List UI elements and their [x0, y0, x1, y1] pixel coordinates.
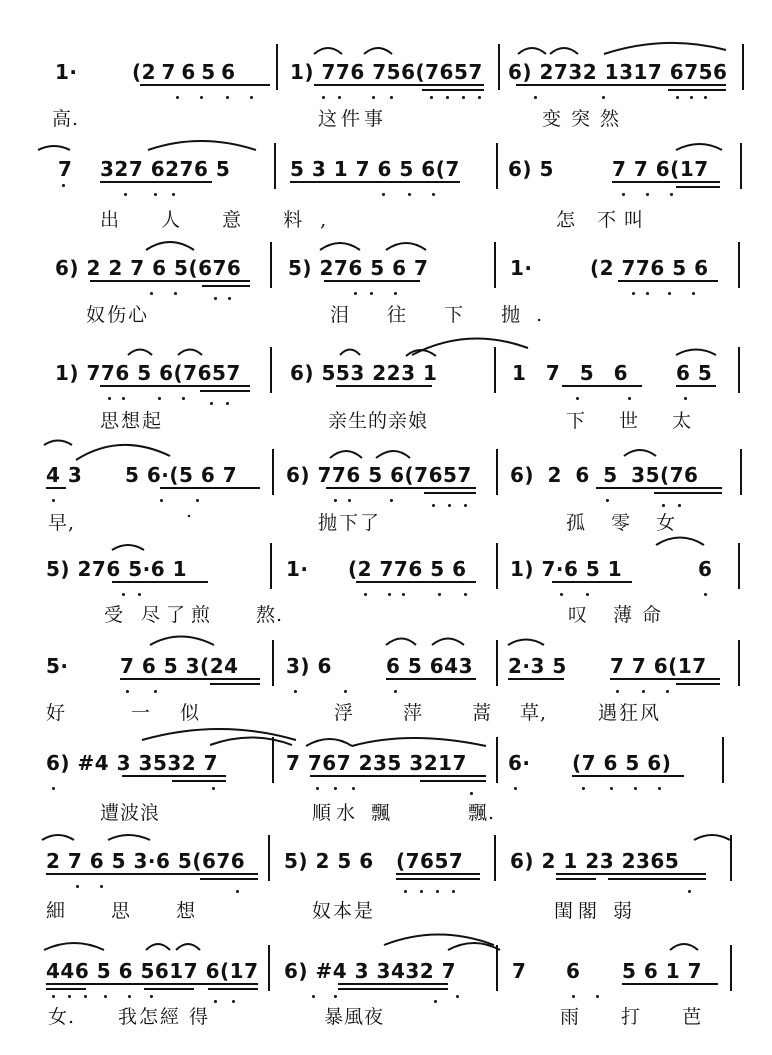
- note-group: 6) 2 6 5 35(76: [510, 463, 699, 487]
- slur: [42, 835, 74, 840]
- lyric-line: 早,: [48, 512, 76, 534]
- note-group: 1·: [286, 557, 309, 581]
- note-group: 6) 553 223 1: [290, 361, 438, 385]
- note-group: 1) 776 5 6(7657: [55, 361, 241, 385]
- note-group: 5) 276 5 6 7: [288, 256, 429, 280]
- slur: [38, 146, 70, 150]
- lyric-line: 抛下了: [318, 512, 382, 534]
- lyric-line: 高.: [52, 108, 80, 130]
- note-group: 5) 276 5·6 1: [46, 557, 188, 581]
- note-group: 5 3 1 7 6 5 6(7: [290, 157, 460, 181]
- note-group: (7657: [396, 849, 464, 873]
- slur: [364, 48, 392, 54]
- lyric-line: 女.: [48, 1006, 76, 1028]
- lyric-line: .: [186, 500, 194, 522]
- lyric-line: 孤 零 女: [566, 512, 686, 534]
- lyric-line: 閨閣 弱: [554, 900, 638, 922]
- slur: [44, 943, 104, 950]
- note-group: 6) 5: [508, 157, 554, 181]
- slur: [624, 450, 656, 456]
- slur: [386, 243, 426, 250]
- lyric-line: 变突然: [542, 108, 630, 130]
- lyric-line: 下 世 太: [566, 410, 706, 432]
- lyric-line: 这件事: [318, 108, 388, 130]
- note-group: 6) 2732 1317 6756: [508, 60, 728, 84]
- lyric-line: 熬.: [256, 604, 284, 626]
- slur: [604, 43, 726, 54]
- note-group: 1·: [55, 60, 78, 84]
- slur: [330, 451, 362, 458]
- slur: [550, 48, 578, 54]
- note-group: 7 6 5 3(24: [120, 654, 239, 678]
- note-group: 1 7 5 6: [512, 361, 629, 385]
- lyric-line: 飄.: [468, 802, 496, 824]
- slur: [150, 637, 214, 646]
- note-group: (2 776 5 6: [348, 557, 467, 581]
- note-group: 7: [512, 959, 527, 983]
- note-group: 6 5: [676, 361, 713, 385]
- slur: [146, 944, 170, 950]
- lyric-line: 思想起: [100, 410, 164, 432]
- lyric-line: 怎 不叫: [556, 209, 652, 231]
- note-group: 1·: [510, 256, 533, 280]
- note-group: 4 3: [46, 463, 83, 487]
- slur: [108, 835, 150, 840]
- lyric-line: 雨 打 芭: [560, 1006, 720, 1028]
- note-group: 1) 7·6 5 1: [510, 557, 623, 581]
- slur: [142, 729, 296, 740]
- slur: [508, 640, 544, 646]
- slur: [306, 739, 352, 746]
- slur: [314, 48, 342, 54]
- lyric-line: 受 尽了煎: [104, 604, 217, 626]
- note-group: 5 6·(5 6 7: [125, 463, 238, 487]
- lyric-line: 遇狂风: [598, 702, 662, 724]
- note-group: 7: [58, 157, 73, 181]
- note-group: 5 6 1 7: [622, 959, 703, 983]
- slur: [676, 144, 722, 150]
- slur: [340, 350, 360, 356]
- note-group: 5) 2 5 6: [284, 849, 374, 873]
- note-group: 6) #4 3 3432 7: [284, 959, 457, 983]
- slur: [210, 738, 292, 746]
- slur: [320, 243, 360, 250]
- note-group: 6) 2 1 23 2365: [510, 849, 680, 873]
- lyric-line: 亲生的亲娘: [328, 410, 429, 432]
- slur: [376, 451, 410, 458]
- lyric-line: 好 一似: [46, 702, 230, 724]
- note-group: (2 776 5 6: [590, 256, 709, 280]
- slur: [386, 639, 416, 646]
- note-group: 2 7 6 5 3·6 5(676: [46, 849, 246, 873]
- slur: [44, 441, 72, 446]
- note-group: 7 7 6(17: [610, 654, 707, 678]
- note-group: (7 6 5 6): [572, 751, 672, 775]
- lyric-line: 遭波浪: [100, 802, 161, 824]
- slur: [670, 944, 698, 950]
- lyric-line: 奴本是: [312, 900, 376, 922]
- note-group: 6) 2 2 7 6 5(676: [55, 256, 242, 280]
- note-group: 6: [698, 557, 713, 581]
- slur: [518, 48, 546, 54]
- slur: [146, 242, 194, 250]
- lyric-line: 順水 飄: [312, 802, 396, 824]
- note-group: 1) 776 756(7657: [290, 60, 483, 84]
- lyric-line: 奴伤心: [86, 304, 150, 326]
- note-group: 446 5 6 5617 6(17: [46, 959, 259, 983]
- lyric-line: 細 思 想: [46, 900, 216, 922]
- slur: [76, 445, 170, 460]
- note-group: 6: [566, 959, 581, 983]
- note-group: 6) 776 5 6(7657: [286, 463, 472, 487]
- slur: [178, 350, 202, 356]
- lyric-line: 草,: [520, 702, 548, 724]
- slur: [176, 944, 200, 950]
- note-group: 6 5 643: [386, 654, 474, 678]
- note-group: 5·: [46, 654, 69, 678]
- note-group: 327 6276 5: [100, 157, 231, 181]
- note-group: 6) #4 3 3532 7: [46, 751, 219, 775]
- slur: [148, 141, 256, 150]
- lyric-line: 泪 往 下 抛.: [330, 304, 559, 326]
- note-group: 3) 6: [286, 654, 332, 678]
- slur: [656, 538, 704, 546]
- slur: [128, 350, 152, 356]
- slur: [352, 738, 486, 746]
- note-group: (2 7 6 5 6: [132, 60, 236, 84]
- slur: [432, 639, 464, 646]
- slur: [406, 350, 436, 356]
- note-group: 7 7 6(17: [612, 157, 709, 181]
- note-group: 6·: [508, 751, 531, 775]
- note-group: 7 767 235 3217: [286, 751, 467, 775]
- note-group: 2·3 5: [508, 654, 567, 678]
- lyric-line: 出 人 意 料,: [100, 209, 345, 231]
- slur: [694, 835, 730, 840]
- slur: [676, 350, 716, 356]
- lyric-line: 我怎經 得: [118, 1006, 211, 1028]
- lyric-line: 浮 萍 蒿: [334, 702, 514, 724]
- lyric-line: 叹 薄命: [568, 604, 672, 626]
- slur: [112, 545, 144, 550]
- lyric-line: 暴風夜: [324, 1006, 385, 1028]
